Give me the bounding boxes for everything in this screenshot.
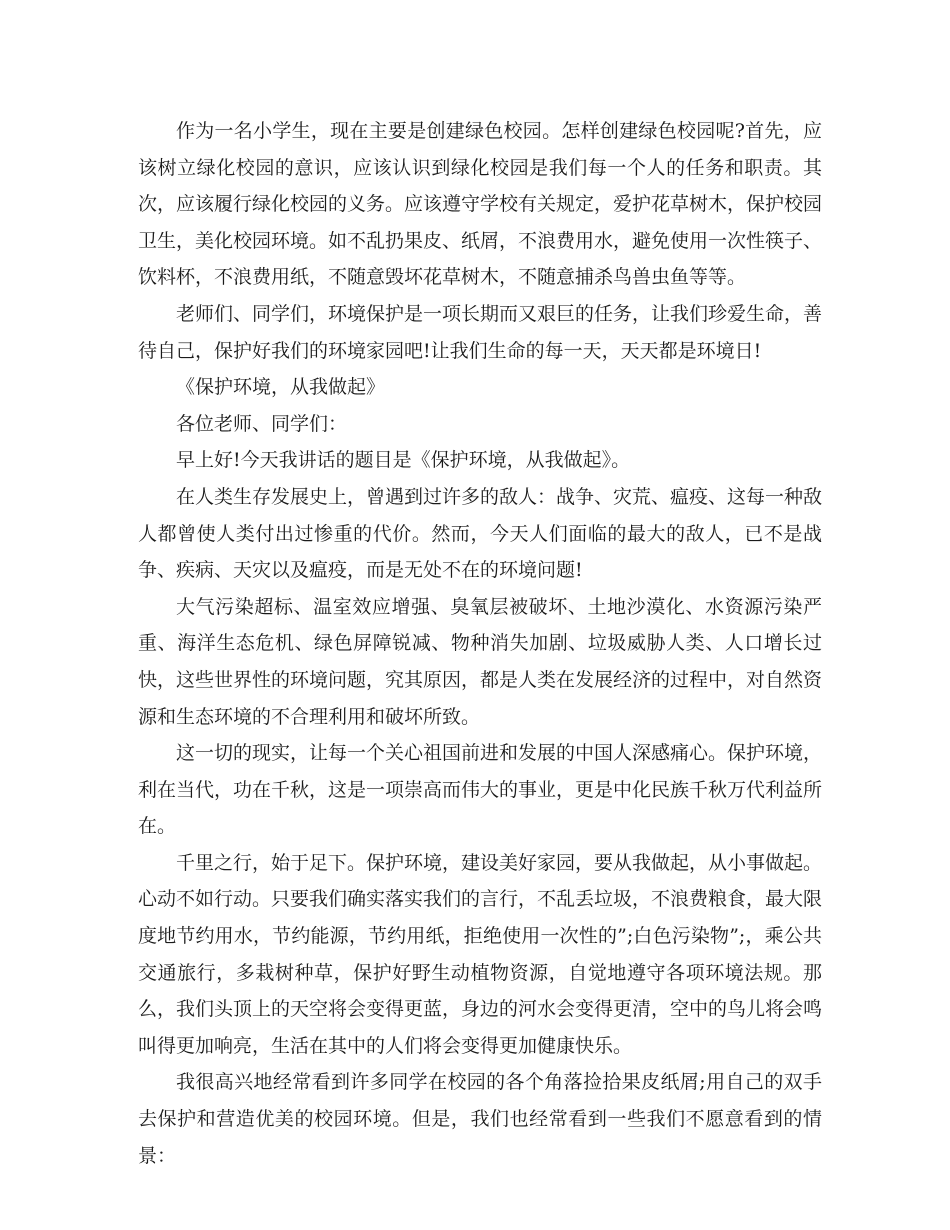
paragraph-environmental-problems: 大气污染超标、温室效应增强、臭氧层被破坏、土地沙漠化、水资源污染严重、海洋生态危机、绿色屏障锐减、物种消失加剧、垃圾威胁人类、人口增长过快，这些世界性的环境问题，究其原因，都是人类在发展经济的过程中，对自然资源和生态环境的不合理利用和破坏所致。	[138, 595, 823, 728]
paragraph-closing-appeal: 老师们、同学们，环境保护是一项长期而又艰巨的任务，让我们珍爱生命，善待自己，保护好我们的环境家园吧!让我们生命的每一天，天天都是环境日!	[138, 302, 823, 362]
paragraph-reality: 这一切的现实，让每一个关心祖国前进和发展的中国人深感痛心。保护环境，利在当代，功在千秋，这是一项崇高而伟大的事业，更是中化民族千秋万代利益所在。	[138, 742, 823, 838]
paragraph-green-campus: 作为一名小学生，现在主要是创建绿色校园。怎样创建绿色校园呢?首先，应该树立绿化校园的意识，应该认识到绿化校园是我们每一个人的任务和职责。其次，应该履行绿化校园的义务。应该遵守学校有关规定，爱护花草树木，保护校园卫生，美化校园环境。如不乱扔果皮、纸屑，不浪费用水，避免使用一次性筷子、饮料杯，不浪费用纸，不随意毁坏花草树木，不随意捕杀鸟兽虫鱼等等。	[138, 120, 823, 289]
speech-title: 《保护环境，从我做起》	[176, 376, 386, 399]
paragraph-enemies: 在人类生存发展史上，曾遇到过许多的敌人：战争、灾荒、瘟疫、这每一种敌人都曾使人类付出过惨重的代价。然而，今天人们面临的最大的敌人，已不是战争、疾病、天灾以及瘟疫，而是无处不在的环境问题!	[138, 485, 823, 582]
document-body	[138, 113, 822, 1174]
paragraph-campus-scene: 我很高兴地经常看到许多同学在校园的各个角落捡拾果皮纸屑;用自己的双手去保护和营造优美的校园环境。但是，我们也经常看到一些我们不愿意看到的情景：	[138, 1071, 822, 1167]
greeting: 早上好!今天我讲话的题目是《保护环境，从我做起》。	[176, 449, 631, 472]
paragraph-start-from-me: 千里之行，始于足下。保护环境，建设美好家园，要从我做起，从小事做起。心动不如行动。只要我们确实落实我们的言行，不乱丢垃圾，不浪费粮食，最大限度地节约用水，节约能源，节约用纸，拒绝使用一次性的”;白色污染物”;，乘公共交通旅行，多栽树种草，保护好野生动植物资源，自觉地遵守各项环境法规。那么，我们头顶上的天空将会变得更蓝，身边的河水会变得更清，空中的鸟儿将会鸣叫得更加响亮，生活在其中的人们将会变得更加健康快乐。	[138, 851, 823, 1057]
salutation: 各位老师、同学们：	[176, 412, 348, 435]
